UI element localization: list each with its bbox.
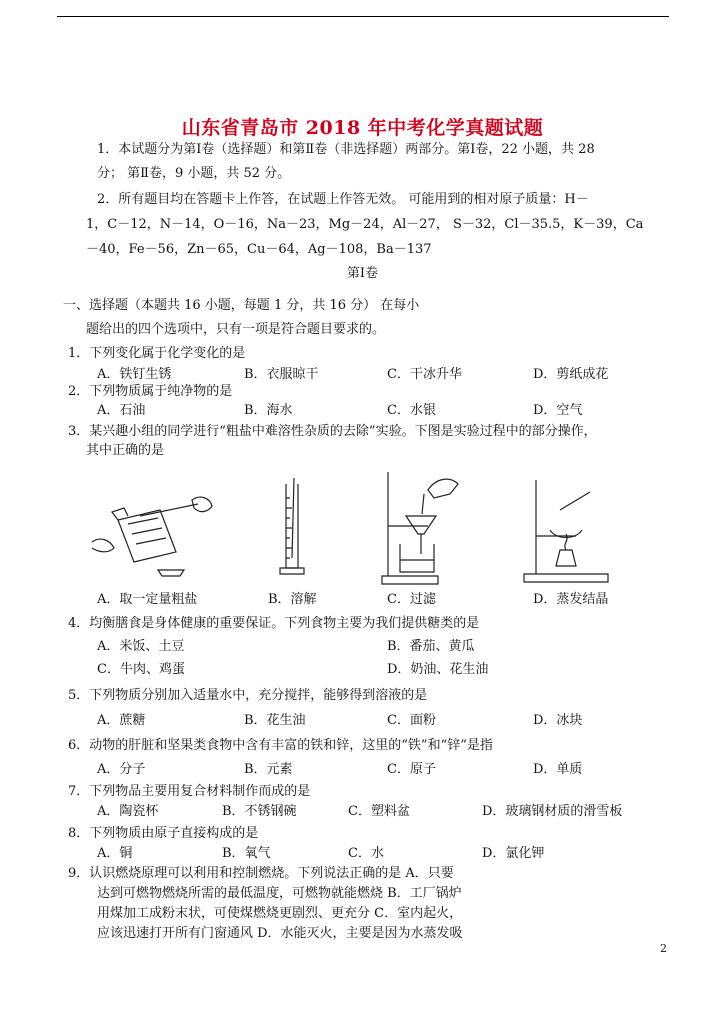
question-stem: 7．下列物品主要用复合材料制作而成的是 — [68, 784, 311, 799]
option-a: A．取一定量粗盐 — [97, 592, 198, 607]
option-d: D．奶油、花生油 — [387, 662, 489, 677]
option-b: B．海水 — [244, 403, 293, 418]
page-number: 2 — [660, 942, 667, 955]
option-c: C．过滤 — [387, 592, 436, 607]
question-stem-cont: 达到可燃物燃烧所需的最低温度，可燃物就能燃烧 B．工厂锅炉 — [97, 886, 462, 901]
figure-evaporate — [520, 470, 616, 588]
question-stem: 6．动物的肝脏和坚果类食物中含有丰富的铁和锌，这里的“铁”和“锌”是指 — [68, 738, 493, 753]
option-b: B．氧气 — [222, 846, 271, 861]
option-c: C．水银 — [387, 403, 436, 418]
option-c: C．干冰升华 — [387, 367, 462, 382]
question-stem: 2．下列物质属于纯净物的是 — [68, 384, 233, 399]
volume-label: 第Ⅰ卷 — [346, 266, 379, 281]
option-a: A．陶瓷杯 — [97, 804, 159, 819]
option-a: A．分子 — [97, 762, 146, 777]
option-b: B．番茄、黄瓜 — [387, 639, 475, 654]
option-b: B．元素 — [244, 762, 293, 777]
option-d: D．玻璃钢材质的滑雪板 — [482, 804, 623, 819]
question-stem: 4．均衡膳食是身体健康的重要保证。下列食物主要为我们提供糖类的是 — [68, 616, 480, 631]
option-d: D．剪纸成花 — [533, 367, 609, 382]
option-c: C．水 — [348, 846, 384, 861]
option-d: D．氯化钾 — [482, 846, 545, 861]
option-b: B．花生油 — [244, 713, 306, 728]
section-heading: 一、选择题（本题共 16 小题，每题 1 分，共 16 分） 在每小 — [63, 298, 420, 313]
option-c: C．原子 — [387, 762, 436, 777]
question-stem: 9．认识燃烧原理可以利用和控制燃烧。下列说法正确的是 A．只要 — [68, 866, 454, 881]
option-a: A．铁钉生锈 — [97, 367, 172, 382]
header-rule — [57, 16, 669, 17]
question-stem: 3．某兴趣小组的同学进行“粗盐中难溶性杂质的去除”实验。下图是实验过程中的部分操作， — [68, 424, 597, 439]
figure-filter — [378, 464, 468, 586]
instruction-line: 分； 第Ⅱ卷，9 小题，共 52 分。 — [97, 166, 291, 181]
option-c: C．牛肉、鸡蛋 — [97, 662, 185, 677]
option-c: C．面粉 — [387, 713, 436, 728]
option-a: A．米饭、土豆 — [97, 639, 185, 654]
option-a: A．石油 — [97, 403, 146, 418]
option-b: B．不锈钢碗 — [222, 804, 297, 819]
option-a: A．铜 — [97, 846, 133, 861]
question-stem: 5．下列物质分别加入适量水中，充分搅拌，能够得到溶液的是 — [68, 688, 428, 703]
option-c: C．塑料盆 — [348, 804, 410, 819]
instruction-line: －40，Fe－56，Zn－65，Cu－64，Ag－108，Ba－137 — [86, 242, 432, 257]
option-a: A．蔗糖 — [97, 713, 146, 728]
instruction-line: 1，C－12，N－14，O－16，Na－23，Mg－24，Al－27， S－32，Cl－35.5，K－39，Ca — [86, 217, 644, 232]
question-stem: 8．下列物质由原子直接构成的是 — [68, 826, 259, 841]
instruction-line: 2．所有题目均在答题卡上作答，在试题上作答无效。 可能用到的相对原子质量：H－ — [97, 192, 589, 207]
figure-take-salt — [88, 490, 218, 580]
page-title: 山东省青岛市 2018 年中考化学真题试题 — [181, 117, 544, 139]
option-d: D．蒸发结晶 — [533, 592, 609, 607]
figure-dissolve — [272, 478, 312, 582]
question-stem: 1．下列变化属于化学变化的是 — [68, 346, 246, 361]
option-b: B．衣服晾干 — [244, 367, 319, 382]
question-stem-cont: 用煤加工成粉末状，可使煤燃烧更剧烈、更充分 C．室内起火， — [97, 906, 463, 921]
question-stem-cont: 其中正确的是 — [86, 443, 165, 458]
option-d: D．空气 — [533, 403, 583, 418]
section-heading-cont: 题给出的四个选项中，只有一项是符合题目要求的。 — [86, 322, 386, 337]
instruction-line: 1．本试题分为第Ⅰ卷（选择题）和第Ⅱ卷（非选择题）两部分。第Ⅰ卷，22 小题，共 28 — [97, 142, 595, 157]
option-d: D．冰块 — [533, 713, 583, 728]
question-stem-cont: 应该迅速打开所有门窗通风 D．水能灭火，主要是因为水蒸发吸 — [97, 926, 463, 941]
option-d: D．单质 — [533, 762, 583, 777]
option-b: B．溶解 — [268, 592, 317, 607]
